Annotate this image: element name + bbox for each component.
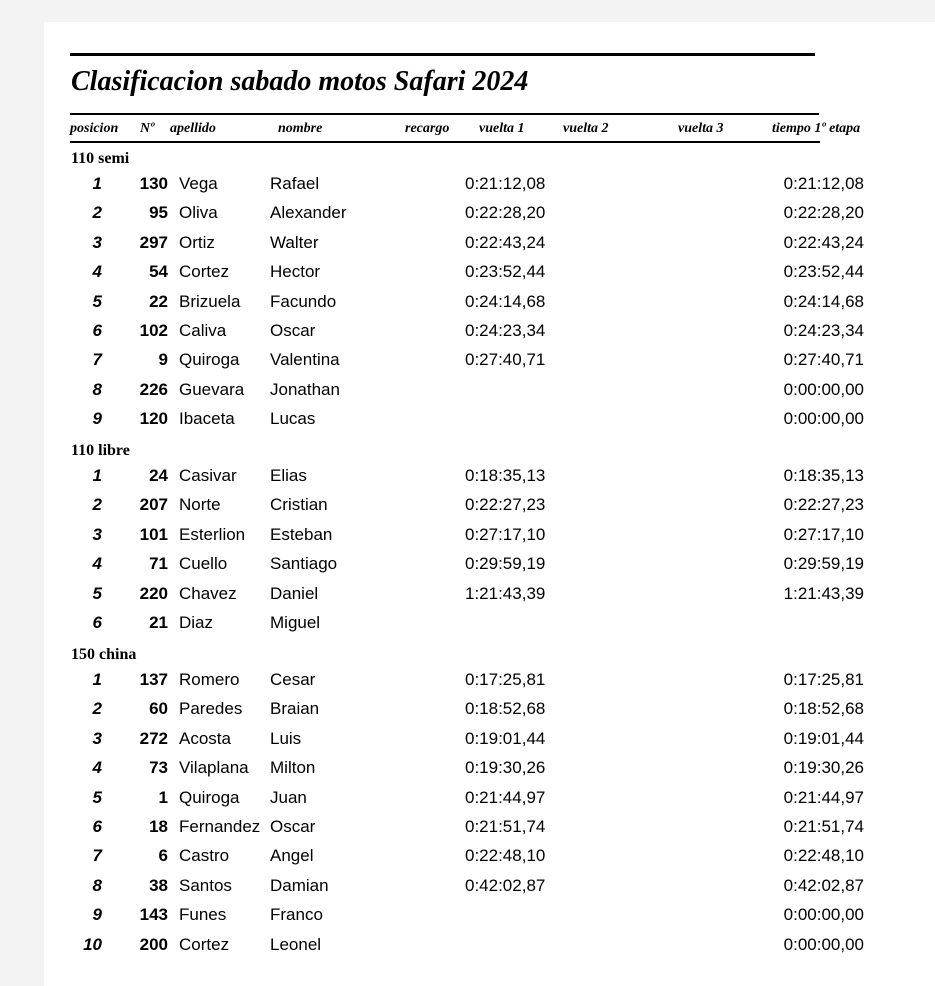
table-row (44, 696, 935, 722)
cell-vuelta1: 0:42:02,87 (465, 875, 546, 895)
cell-vuelta1: 0:27:17,10 (465, 524, 546, 544)
cell-apellido: Oliva (179, 203, 218, 223)
cell-posicion: 8 (92, 379, 102, 399)
cell-posicion: 4 (92, 262, 102, 282)
cell-numero: 24 (149, 466, 168, 485)
cell-apellido: Fernandez (179, 817, 261, 836)
cell-numero: 54 (149, 262, 168, 282)
cell-numero: 200 (139, 934, 168, 954)
cell-tiempo: 0:22:27,23 (783, 495, 864, 515)
table-row (44, 755, 935, 781)
cell-numero: 207 (139, 495, 168, 515)
cell-vuelta1: 0:19:01,44 (465, 728, 546, 748)
table-row (44, 318, 935, 344)
cell-tiempo: 0:21:12,08 (783, 174, 864, 193)
cell-numero: 9 (158, 350, 168, 370)
cell-vuelta1: 1:21:43,39 (465, 583, 546, 603)
header-tiempo: tiempo 1º etapa (772, 121, 861, 136)
cell-tiempo: 0:29:59,19 (783, 554, 864, 574)
cell-posicion: 4 (92, 758, 102, 778)
table-row (44, 902, 935, 928)
cell-apellido: Acosta (179, 728, 231, 748)
cell-nombre: Damian (270, 875, 329, 895)
table-row (44, 785, 935, 811)
cell-nombre: Rafael (270, 174, 320, 193)
cell-posicion: 4 (92, 554, 102, 574)
cell-nombre: Alexander (270, 203, 347, 223)
header-vuelta2: vuelta 2 (563, 121, 609, 136)
cell-numero: 6 (158, 846, 168, 866)
cell-tiempo: 0:27:40,71 (783, 350, 864, 370)
cell-apellido: Cortez (179, 262, 230, 282)
cell-posicion: 1 (92, 670, 102, 689)
cell-apellido: Brizuela (179, 291, 241, 311)
cell-tiempo: 0:24:23,34 (783, 321, 864, 340)
cell-posicion: 9 (92, 905, 102, 925)
cell-vuelta1: 0:22:48,10 (465, 846, 546, 866)
table-row (44, 610, 935, 636)
group-label: 110 semi (71, 150, 130, 167)
cell-nombre: Luis (270, 728, 302, 748)
cell-nombre: Juan (270, 787, 307, 807)
cell-apellido: Caliva (179, 321, 227, 340)
header-nombre: nombre (278, 121, 323, 136)
cell-vuelta1: 0:22:27,23 (465, 495, 546, 515)
header-recargo: recargo (405, 121, 450, 136)
cell-apellido: Vega (179, 174, 218, 193)
cell-vuelta1: 0:19:30,26 (465, 758, 546, 778)
cell-vuelta1: 0:21:12,08 (465, 174, 546, 193)
cell-nombre: Milton (270, 758, 316, 778)
cell-apellido: Chavez (179, 583, 237, 603)
cell-apellido: Esterlion (179, 524, 246, 544)
cell-tiempo: 0:21:51,74 (783, 817, 864, 836)
cell-nombre: Hector (270, 262, 321, 282)
cell-numero: 272 (139, 728, 168, 748)
cell-tiempo: 0:27:17,10 (783, 524, 864, 544)
cell-posicion: 7 (92, 846, 102, 866)
cell-numero: 137 (139, 670, 168, 689)
cell-tiempo: 0:00:00,00 (783, 409, 864, 429)
cell-nombre: Walter (270, 232, 319, 252)
cell-numero: 226 (139, 379, 168, 399)
cell-posicion: 2 (92, 699, 102, 719)
cell-apellido: Diaz (179, 613, 214, 632)
cell-vuelta1: 0:22:28,20 (465, 203, 546, 223)
cell-posicion: 6 (92, 613, 102, 632)
table-row (44, 843, 935, 869)
header-vuelta3: vuelta 3 (678, 121, 724, 136)
cell-numero: 22 (149, 291, 168, 311)
table-row (44, 932, 935, 958)
cell-nombre: Facundo (270, 291, 337, 311)
cell-apellido: Castro (179, 846, 230, 866)
header-rule (70, 141, 820, 143)
cell-numero: 73 (149, 758, 168, 778)
cell-nombre: Valentina (270, 350, 340, 370)
cell-posicion: 1 (92, 466, 102, 485)
table-row (44, 200, 935, 226)
table-row (44, 667, 935, 693)
cell-posicion: 9 (92, 409, 102, 429)
group-label: 150 china (71, 646, 137, 663)
table-row (44, 406, 935, 432)
cell-apellido: Cortez (179, 934, 230, 954)
cell-nombre: Miguel (270, 613, 321, 632)
cell-numero: 95 (149, 203, 168, 223)
cell-nombre: Franco (270, 905, 323, 925)
cell-numero: 18 (149, 817, 168, 836)
cell-tiempo: 0:17:25,81 (783, 670, 864, 689)
cell-posicion: 3 (92, 524, 102, 544)
table-row (44, 463, 935, 489)
cell-apellido: Funes (179, 905, 227, 925)
cell-tiempo: 0:22:28,20 (783, 203, 864, 223)
table-row (44, 492, 935, 518)
title-rule (70, 113, 819, 115)
cell-numero: 130 (139, 174, 168, 193)
cell-posicion: 6 (92, 321, 102, 340)
cell-vuelta1: 0:27:40,71 (465, 350, 546, 370)
cell-tiempo: 0:21:44,97 (783, 787, 864, 807)
cell-tiempo: 0:00:00,00 (783, 379, 864, 399)
cell-vuelta1: 0:24:23,34 (465, 321, 546, 340)
table-row (44, 581, 935, 607)
cell-vuelta1: 0:29:59,19 (465, 554, 546, 574)
cell-vuelta1: 0:17:25,81 (465, 670, 546, 689)
cell-nombre: Oscar (270, 321, 316, 340)
cell-tiempo: 0:00:00,00 (783, 905, 864, 925)
page-title: Clasificacion sabado motos Safari 2024 (71, 66, 529, 97)
cell-vuelta1: 0:24:14,68 (465, 291, 546, 311)
cell-posicion: 5 (92, 291, 102, 311)
cell-apellido: Ibaceta (179, 409, 235, 429)
cell-apellido: Guevara (179, 379, 245, 399)
cell-nombre: Oscar (270, 817, 316, 836)
cell-numero: 143 (139, 905, 168, 925)
cell-tiempo: 0:18:52,68 (783, 699, 864, 719)
cell-numero: 38 (149, 875, 168, 895)
table-row (44, 230, 935, 256)
table-row (44, 873, 935, 899)
cell-apellido: Quiroga (179, 350, 240, 370)
cell-numero: 120 (139, 409, 168, 429)
cell-apellido: Cuello (179, 554, 228, 574)
table-header (44, 121, 935, 141)
header-apellido: apellido (170, 121, 216, 136)
cell-nombre: Angel (270, 846, 314, 866)
top-rule (70, 53, 815, 56)
cell-nombre: Lucas (270, 409, 316, 429)
cell-tiempo: 0:19:01,44 (783, 728, 864, 748)
table-row (44, 347, 935, 373)
cell-tiempo: 0:24:14,68 (783, 291, 864, 311)
cell-apellido: Vilaplana (179, 758, 249, 778)
table-row (44, 726, 935, 752)
cell-apellido: Romero (179, 670, 240, 689)
cell-tiempo: 0:42:02,87 (783, 875, 864, 895)
cell-nombre: Braian (270, 699, 320, 719)
cell-posicion: 2 (92, 495, 102, 515)
cell-numero: 60 (149, 699, 168, 719)
cell-nombre: Cesar (270, 670, 316, 689)
cell-vuelta1: 0:23:52,44 (465, 262, 546, 282)
cell-tiempo: 0:22:43,24 (783, 232, 864, 252)
cell-tiempo: 0:22:48,10 (783, 846, 864, 866)
cell-numero: 297 (139, 232, 168, 252)
group-label: 110 libre (71, 442, 130, 459)
table-row (44, 259, 935, 285)
cell-numero: 220 (139, 583, 168, 603)
cell-numero: 101 (139, 524, 168, 544)
table-row (44, 377, 935, 403)
cell-posicion: 3 (92, 232, 102, 252)
cell-vuelta1: 0:21:51,74 (465, 817, 546, 836)
cell-apellido: Casivar (179, 466, 237, 485)
header-numero: Nº (140, 121, 155, 136)
cell-posicion: 10 (83, 934, 102, 954)
cell-apellido: Norte (179, 495, 221, 515)
document-page (44, 22, 935, 986)
cell-posicion: 2 (92, 203, 102, 223)
cell-tiempo: 0:19:30,26 (783, 758, 864, 778)
cell-posicion: 3 (92, 728, 102, 748)
cell-tiempo: 0:18:35,13 (783, 466, 864, 485)
cell-vuelta1: 0:18:35,13 (465, 466, 546, 485)
cell-nombre: Jonathan (270, 379, 340, 399)
cell-posicion: 1 (92, 174, 102, 193)
table-row (44, 171, 935, 197)
cell-nombre: Esteban (270, 524, 333, 544)
table-row (44, 289, 935, 315)
cell-posicion: 5 (92, 583, 102, 603)
cell-apellido: Santos (179, 875, 232, 895)
cell-nombre: Leonel (270, 934, 322, 954)
cell-numero: 1 (158, 787, 168, 807)
table-row (44, 814, 935, 840)
cell-apellido: Quiroga (179, 787, 240, 807)
cell-vuelta1: 0:18:52,68 (465, 699, 546, 719)
cell-posicion: 7 (92, 350, 102, 370)
cell-nombre: Cristian (270, 495, 328, 515)
cell-vuelta1: 0:21:44,97 (465, 787, 546, 807)
cell-vuelta1: 0:22:43,24 (465, 232, 546, 252)
cell-nombre: Santiago (270, 554, 338, 574)
table-row (44, 551, 935, 577)
cell-posicion: 5 (92, 787, 102, 807)
cell-numero: 21 (149, 613, 168, 632)
cell-numero: 71 (149, 554, 168, 574)
cell-posicion: 6 (92, 817, 102, 836)
cell-tiempo: 0:00:00,00 (783, 934, 864, 954)
cell-apellido: Ortiz (179, 232, 215, 252)
header-vuelta1: vuelta 1 (479, 121, 525, 136)
cell-nombre: Daniel (270, 583, 319, 603)
cell-tiempo: 0:23:52,44 (783, 262, 864, 282)
cell-numero: 102 (139, 321, 168, 340)
cell-apellido: Paredes (179, 699, 243, 719)
header-posicion: posicion (70, 121, 119, 136)
table-row (44, 522, 935, 548)
cell-nombre: Elias (270, 466, 307, 485)
cell-posicion: 8 (92, 875, 102, 895)
cell-tiempo: 1:21:43,39 (783, 583, 864, 603)
